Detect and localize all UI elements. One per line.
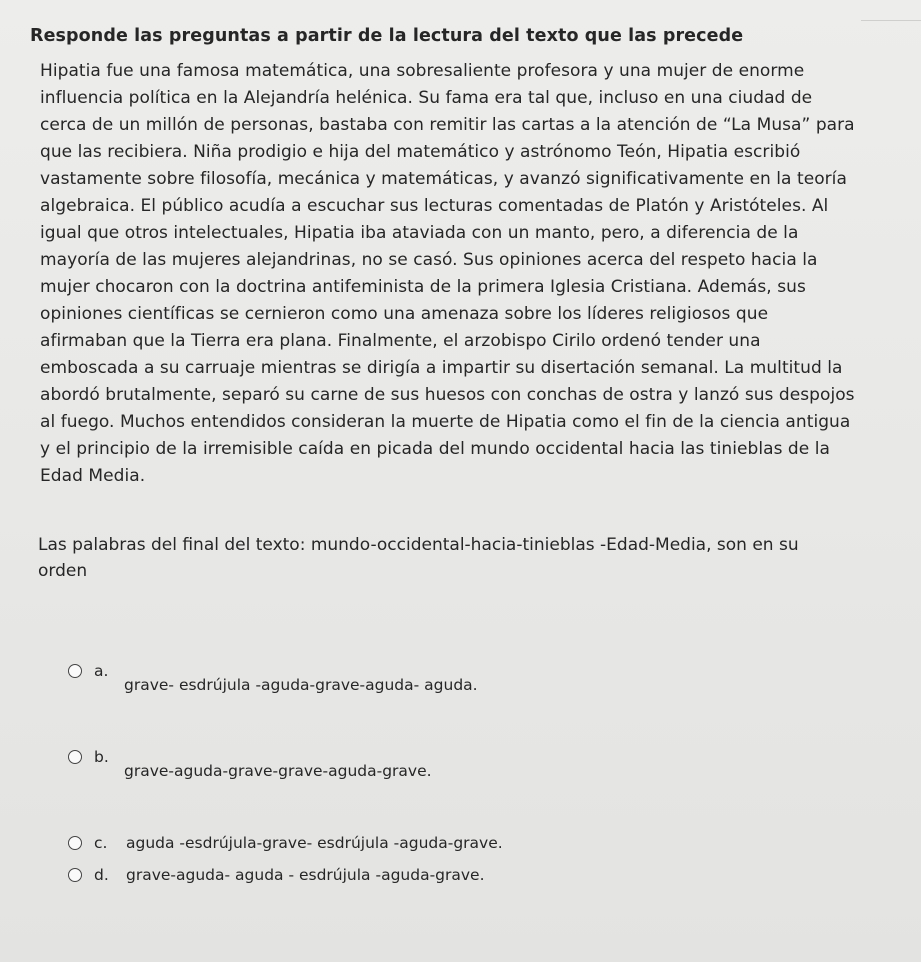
answer-options <box>68 662 888 884</box>
option-letter: a. <box>94 662 109 680</box>
radio-b-icon[interactable] <box>68 750 82 764</box>
question-prompt: Las palabras del final del texto: mundo-occidental-hacia-tinieblas -Edad-Media, son en su orden <box>38 535 799 581</box>
option-letter: b. <box>94 748 109 766</box>
radio-c-icon[interactable] <box>68 836 82 850</box>
option-text: grave-aguda- aguda - esdrújula -aguda-grave. <box>126 866 485 884</box>
option-text: grave-aguda-grave-grave-aguda-grave. <box>124 762 432 780</box>
corner-mark <box>861 0 921 21</box>
reading-passage: Hipatia fue una famosa matemática, una sobresaliente profesora y una mujer de enorme influencia política en la Alejandría helénica. Su fama era tal que, incluso en una ciudad de cerca de un millón de personas, bastaba con remitir las cartas a la atención de “La Musa” para que las recibiera. Niña prodigio e hija del matemático y astrónomo Teón, Hipatia escribió vastamente sobre filosofía, mecánica y matemáticas, y avanzó significativamente en la teoría algebraica. El público acudía a escuchar sus lecturas comentadas de Platón y Aristóteles. Al igual que otros intelectuales, Hipatia iba ataviada con un manto, pero, a diferencia de la mayoría de las mujeres alejandrinas, no se casó. Sus opiniones acerca del respeto hacia la mujer chocaron con la doctrina antifeminista de la primera Iglesia Cristiana. Además, sus opiniones científicas se cernieron como una amenaza sobre los líderes religiosos que afirmaban que la Tierra era plana. Finalmente, el arzobispo Cirilo ordenó tender una emboscada a su carruaje mientras se dirigía a impartir su disertación semanal. La multitud la abordó brutalmente, separó su carne de sus huesos con conchas de ostra y lanzó sus despojos al fuego. Muchos entendidos consideran la muerte de Hipatia como el fin de la ciencia antigua y el principio de la irremisible caída en picada del mundo occidental hacia las tinieblas de la Edad Media. <box>40 61 855 486</box>
option-letter: d. <box>94 866 109 884</box>
option-d[interactable] <box>68 866 888 884</box>
option-text: grave- esdrújula -aguda-grave-aguda- aguda. <box>124 676 478 694</box>
radio-d-icon[interactable] <box>68 868 82 882</box>
option-a[interactable] <box>68 662 888 694</box>
option-text: aguda -esdrújula-grave- esdrújula -aguda-grave. <box>126 834 503 852</box>
question-title: Responde las preguntas a partir de la lectura del texto que las precede <box>30 26 744 46</box>
option-b[interactable] <box>68 748 888 780</box>
option-c[interactable] <box>68 834 888 852</box>
question-block <box>28 26 888 884</box>
option-letter: c. <box>94 834 108 852</box>
radio-a-icon[interactable] <box>68 664 82 678</box>
